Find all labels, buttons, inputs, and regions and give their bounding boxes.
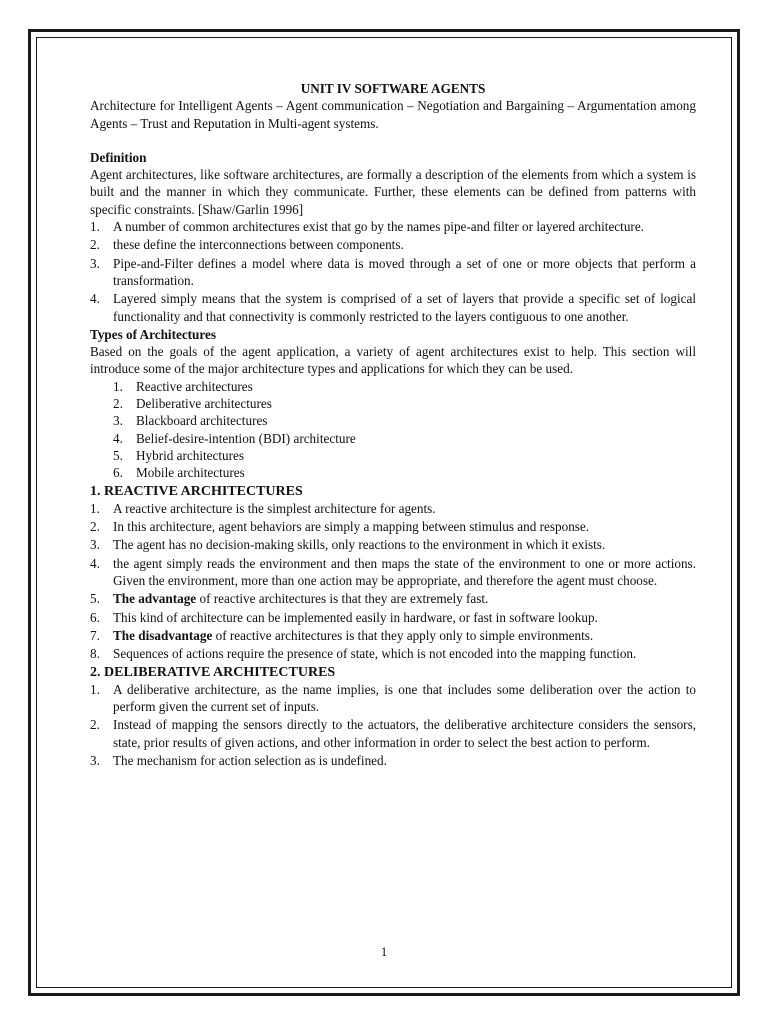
- types-heading: Types of Architectures: [90, 326, 216, 342]
- list-number: 6.: [113, 465, 123, 481]
- list-number: 1.: [90, 681, 100, 697]
- definition-heading: Definition: [90, 149, 147, 165]
- list-number: 1.: [90, 219, 100, 235]
- list-item: [90, 609, 696, 626]
- types-text: Based on the goals of the agent application, a variety of agent architectures exist to help. This section will introduce some of the major architecture types and applications for which they can be used.: [90, 344, 696, 377]
- list-number: 4.: [90, 555, 100, 571]
- list-item: [90, 627, 696, 644]
- list-text: the agent simply reads the environment and then maps the state of the environment to one or more actions. Given the environment, more than one action may be appropriate, and therefore the agent must choose.: [113, 555, 696, 589]
- list-item: [90, 752, 696, 769]
- list-text: The mechanism for action selection as is undefined.: [113, 752, 387, 768]
- list-number: 2.: [90, 519, 100, 535]
- list-number: 1.: [113, 378, 123, 394]
- list-item: [90, 236, 696, 253]
- list-item: [90, 681, 696, 716]
- list-number: 5.: [113, 447, 123, 463]
- list-item: [90, 255, 696, 290]
- definition-list: [90, 218, 696, 325]
- list-number: 4.: [90, 291, 100, 307]
- list-number: 2.: [90, 237, 100, 253]
- deliberative-heading: 2. DELIBERATIVE ARCHITECTURES: [90, 664, 336, 680]
- list-text: Hybrid architectures: [136, 447, 245, 463]
- list-item: [113, 464, 696, 481]
- list-text: This kind of architecture can be implemented easily in hardware, or fast in software lookup.: [113, 609, 598, 625]
- reactive-heading: 1. REACTIVE ARCHITECTURES: [90, 483, 303, 499]
- list-text: Blackboard architectures: [136, 413, 268, 429]
- types-list: [90, 378, 696, 482]
- list-item: [90, 536, 696, 553]
- list-text: A number of common architectures exist that go by the names pipe-and filter or layered architecture.: [113, 219, 644, 235]
- document-body: [90, 80, 696, 770]
- list-text: Layered simply means that the system is comprised of a set of layers that provide a specific set of logical functionality and that connectivity is commonly restricted to the layers contiguous to one another.: [113, 291, 696, 324]
- list-number: 8.: [90, 646, 100, 662]
- list-number: 2.: [90, 717, 100, 733]
- list-item: [90, 555, 696, 590]
- list-item: [90, 645, 696, 662]
- list-text: Reactive architectures: [136, 378, 253, 394]
- list-number: 1.: [90, 500, 100, 516]
- list-text: of reactive architectures is that they are extremely fast.: [196, 591, 489, 607]
- list-number: 3.: [90, 752, 100, 768]
- list-text: A deliberative architecture, as the name implies, is one that includes some deliberation over the action to perform given the current set of inputs.: [113, 681, 696, 715]
- list-number: 7.: [90, 627, 100, 643]
- list-item: [113, 378, 696, 395]
- list-text: Belief-desire-intention (BDI) architecture: [136, 430, 356, 446]
- definition-text: Agent architectures, like software architectures, are formally a description of the elements from which a system is built and the manner in which they communicate. Further, these elements can be defined from patterns with specific constraints. [Shaw/Garlin 1996]: [90, 167, 696, 217]
- list-text: these define the interconnections between components.: [113, 237, 404, 253]
- list-number: 4.: [113, 430, 123, 446]
- document-title: UNIT IV SOFTWARE AGENTS: [300, 81, 486, 96]
- reactive-list: [90, 500, 696, 663]
- list-text: In this architecture, agent behaviors are simply a mapping between stimulus and response.: [113, 519, 590, 535]
- list-text: of reactive architectures is that they apply only to simple environments.: [212, 627, 594, 643]
- list-item: [90, 290, 696, 325]
- list-text: Mobile architectures: [136, 465, 245, 481]
- list-item: [113, 395, 696, 412]
- list-item: [113, 447, 696, 464]
- list-text: Pipe-and-Filter defines a model where data is moved through a set of one or more objects that perform a transformation.: [113, 255, 696, 288]
- list-number: 3.: [90, 255, 100, 271]
- deliberative-list: [90, 681, 696, 769]
- list-item: [113, 412, 696, 429]
- list-number: 3.: [90, 537, 100, 553]
- list-item: [90, 590, 696, 607]
- list-item: [113, 430, 696, 447]
- bold-lead: The disadvantage: [113, 627, 213, 643]
- list-text: Sequences of actions require the presence of state, which is not encoded into the mapping function.: [113, 646, 637, 662]
- spacer: [90, 132, 696, 149]
- page-number: 1: [380, 944, 388, 959]
- document-intro: Architecture for Intelligent Agents – Agent communication – Negotiation and Bargaining – Argumentation among Agents – Trust and Reputation in Multi-agent systems.: [90, 98, 696, 131]
- list-text: Instead of mapping the sensors directly to the actuators, the deliberative architecture considers the sensors, state, prior results of given actions, and other information in order to select the best action to perform.: [113, 717, 696, 750]
- list-item: [90, 518, 696, 535]
- list-item: [90, 500, 696, 517]
- list-text: Deliberative architectures: [136, 396, 272, 412]
- list-item: [90, 218, 696, 235]
- list-text: The agent has no decision-making skills, only reactions to the environment in which it exists.: [113, 537, 606, 553]
- list-text: A reactive architecture is the simplest architecture for agents.: [113, 500, 436, 516]
- list-item: [90, 716, 696, 751]
- list-number: 5.: [90, 591, 100, 607]
- bold-lead: The advantage: [113, 591, 197, 607]
- list-number: 2.: [113, 396, 123, 412]
- list-number: 6.: [90, 609, 100, 625]
- list-number: 3.: [113, 413, 123, 429]
